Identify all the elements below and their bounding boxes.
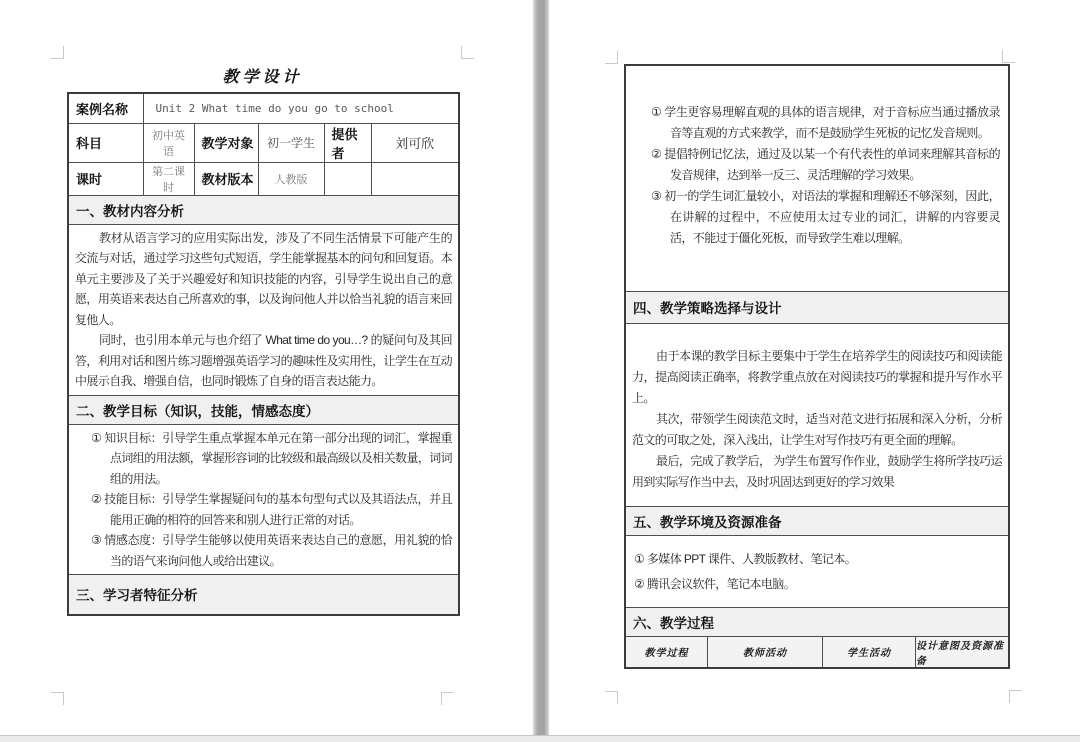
subject-value: 初中英语: [143, 123, 194, 162]
empty-cell: [324, 162, 371, 195]
resources-list: [632, 539, 1002, 597]
table-row: [625, 607, 1009, 636]
margin-mark: [51, 692, 64, 705]
resource-item: ① 多媒体 PPT 课件、人教版教材、笔记本。: [634, 551, 857, 566]
objective-item: ② 技能目标：引导学生掌握疑问句的基本句型句式以及其语法点，并且能用正确的相符的回答来和别人进行正常的对话。: [91, 492, 453, 527]
learner-analysis-item: ② 提倡特例记忆法，通过及以某一个有代表性的单词来理解其音标的发音规律，达到举一反三、灵活理解的学习效果。: [651, 147, 1000, 182]
section4-paragraph: 其次，带领学生阅读范文时，适当对范文进行拓展和深入分析，分析范文的可取之处，深入浅出，让学生对写作技巧有更全面的理解。: [632, 411, 1002, 447]
process-column-header: 教学过程: [644, 648, 689, 659]
process-table-header: [625, 636, 1009, 668]
objectives-list: [75, 428, 452, 572]
table-row: [68, 224, 459, 395]
page-1: [0, 0, 533, 735]
section1-body: [68, 224, 459, 395]
section3-body: [625, 65, 1009, 291]
edition-value: 人教版: [258, 162, 324, 195]
table-row: [625, 506, 1009, 535]
lesson-plan-table-page1: [67, 92, 460, 616]
table-row: [68, 162, 459, 195]
case-name-label: 案例名称: [68, 93, 143, 123]
margin-mark: [51, 46, 64, 59]
table-row: [68, 575, 459, 615]
table-row: [625, 291, 1009, 323]
table-row: [68, 395, 459, 424]
period-value: 第二课时: [143, 162, 194, 195]
process-column-header: 设计意图及资源准备: [915, 637, 1008, 667]
margin-mark: [605, 691, 618, 704]
table-row: [68, 424, 459, 575]
lesson-plan-table-page2: [624, 64, 1010, 669]
process-column-header: 教师活动: [707, 637, 822, 667]
process-column-header: 学生活动: [822, 637, 915, 667]
margin-mark: [461, 46, 474, 59]
section4-paragraph: 由于本课的教学目标主要集中于学生在培养学生的阅读技巧和阅读能力，提高阅读正确率，将教学重点放在对阅读技巧的掌握和提升写作水平上。: [632, 348, 1002, 405]
section5-body: [625, 535, 1009, 607]
table-row: [68, 195, 459, 224]
section2-body: [68, 424, 459, 575]
table-row: [68, 123, 459, 162]
section4-body: [625, 323, 1009, 506]
table-row: [68, 93, 459, 123]
margin-mark: [1009, 690, 1022, 703]
page-gap: [533, 0, 549, 742]
provider-label: 提供者: [324, 123, 371, 162]
page-2: [549, 0, 1080, 735]
margin-mark: [605, 51, 618, 64]
edition-label: 教材版本: [194, 162, 258, 195]
section6-heading: 六、教学过程: [625, 607, 1009, 636]
learner-analysis-list: [651, 102, 1000, 249]
section2-heading: 二、教学目标（知识，技能，情感态度）: [68, 395, 459, 424]
section1-paragraph: 同时，也引用本单元与也介绍了 What time do you…? 的疑问句及其回答，利用对话和图片练习题增强英语学习的趣味性及实用性，让学生在互动中展示自我、增强自信，也同时锻炼了自身的语言表达能力。: [75, 333, 453, 388]
process-table-columns: [626, 637, 1008, 667]
margin-mark: [1002, 50, 1015, 63]
section4-paragraph: 最后，完成了教学后， 为学生布置写作作业，鼓励学生将所学技巧运用到实际写作当中去，及时巩固达到更好的学习效果: [632, 453, 1002, 489]
document-title: 教学设计: [222, 67, 303, 86]
subject-label: 科目: [68, 123, 143, 162]
margin-mark: [441, 692, 454, 705]
page-bottom-edge: [0, 735, 1080, 742]
provider-value: 刘可欣: [371, 123, 459, 162]
period-label: 课时: [68, 162, 143, 195]
section3-heading: 三、学习者特征分析: [68, 575, 459, 615]
table-row: [625, 535, 1009, 607]
learner-analysis-item: ③ 初一的学生词汇量较小，对语法的掌握和理解还不够深刻，因此，在讲解的过程中，不应使用太过专业的词汇，讲解的内容要灵活，不能过于僵化死板，而导致学生难以理解。: [651, 189, 1000, 245]
section4-heading: 四、教学策略选择与设计: [625, 291, 1009, 323]
section1-paragraph: 教材从语言学习的应用实际出发，涉及了不同生活情景下可能产生的交流与对话，通过学习这些句式短语，学生能掌握基本的问句和回复语。本单元主要涉及了关于兴趣爱好和知识技能的内容，引导学生说出自己的意愿，用英语来表达自己所喜欢的事，以及询问他人并以恰当礼貌的语言来回复他人。: [75, 230, 453, 327]
section1-heading: 一、教材内容分析: [68, 195, 459, 224]
table-row: [625, 323, 1009, 506]
learner-analysis-item: ① 学生更容易理解直观的具体的语言规律，对于音标应当通过播放录音等直观的方式来教学，而不是鼓励学生死板的记忆发音规则。: [651, 105, 1000, 140]
audience-value: 初一学生: [258, 123, 324, 162]
objective-item: ③ 情感态度：引导学生能够以使用英语来表达自己的意愿，用礼貌的恰当的语气来询问他人或给出建议。: [91, 533, 453, 568]
case-name-value: Unit 2 What time do you go to school: [143, 93, 459, 123]
table-row: [625, 65, 1009, 291]
empty-cell: [371, 162, 459, 195]
audience-label: 教学对象: [194, 123, 258, 162]
section5-heading: 五、教学环境及资源准备: [625, 506, 1009, 535]
objective-item: ① 知识目标：引导学生重点掌握本单元在第一部分出现的词汇，掌握重点词组的用法额，掌握形容词的比较级和最高级以及相关数量，词词组的用法。: [91, 430, 453, 486]
resource-item: ② 腾讯会议软件，笔记本电脑。: [634, 576, 796, 591]
table-row: [625, 636, 1009, 668]
